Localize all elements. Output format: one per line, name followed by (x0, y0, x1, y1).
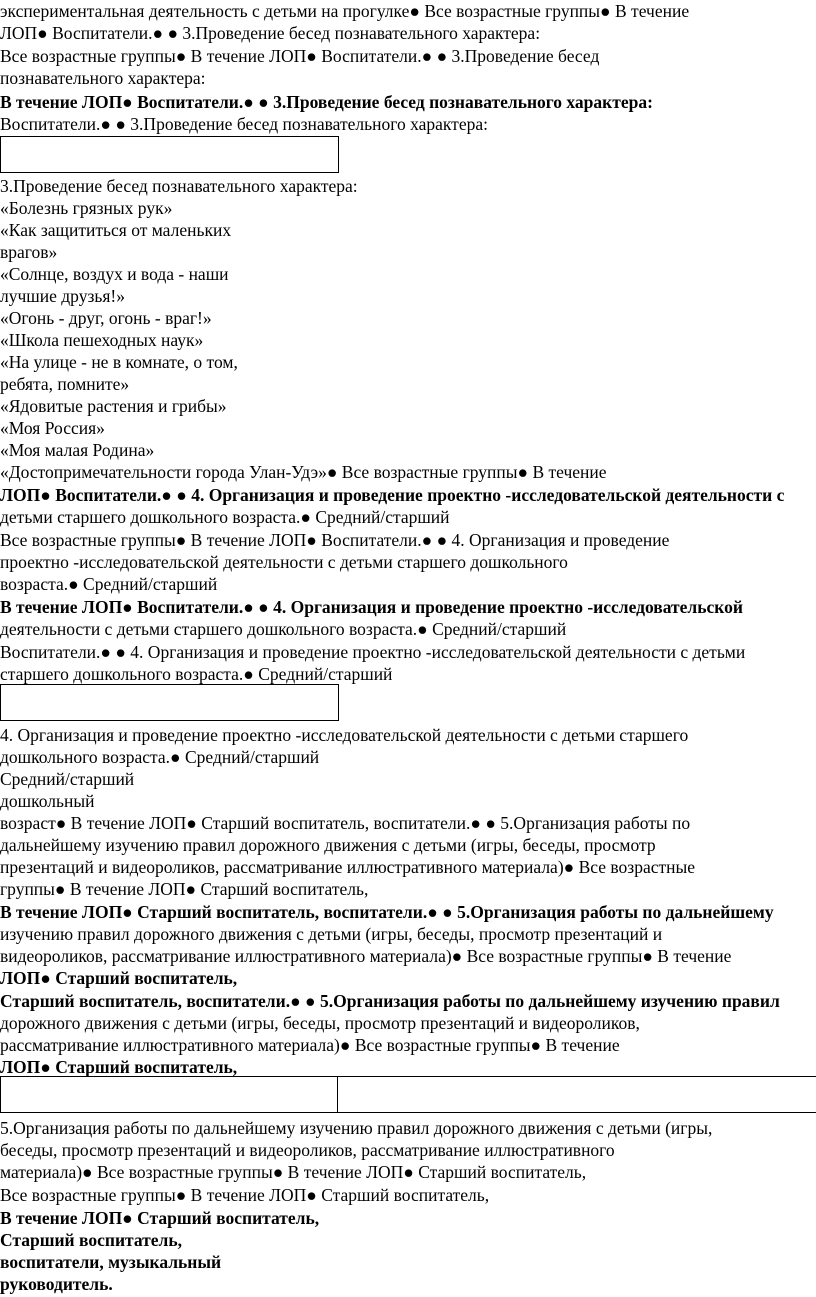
text-line: дошкольного возраста.● Средний/старший (0, 747, 320, 767)
text-line: Все возрастные группы● В течение ЛОП● Воспитатели.● ● 3.Проведение бесед (0, 46, 600, 66)
text-line: Все возрастные группы● В течение ЛОП● Старший воспитатель, (0, 1185, 490, 1205)
text-line: рассматривание иллюстративного материала)● Все возрастные группы● В течение (0, 1035, 620, 1055)
text-line: врагов» (0, 242, 58, 262)
text-line: презентаций и видеороликов, рассматривание иллюстративного материала)● Все возрастные (0, 857, 696, 877)
text-line: лучшие друзья!» (0, 286, 125, 306)
text-line: руководитель. (0, 1274, 113, 1294)
text-line: воспитатели, музыкальный (0, 1252, 222, 1272)
text-line: ЛОП● Воспитатели.● ● 3.Проведение бесед познавательного характера: (0, 23, 541, 43)
text-line: В течение ЛОП● Старший воспитатель, (0, 1208, 320, 1228)
text-line: дальнейшему изучению правил дорожного движения с детьми (игры, беседы, просмотр (0, 835, 656, 855)
text-line: старшего дошкольного возраста.● Средний/старший (0, 664, 393, 684)
text-line: «Ядовитые растения и грибы» (0, 396, 227, 416)
text-line: Старший воспитатель, воспитатели.● ● 5.Организация работы по дальнейшему изучению правил (0, 991, 780, 1011)
text-line: возраста.● Средний/старший (0, 574, 218, 594)
text-line: проектно -исследовательской деятельности с детьми старшего дошкольного (0, 552, 568, 572)
text-line: возраст● В течение ЛОП● Старший воспитатель, воспитатели.● ● 5.Организация работы по (0, 813, 691, 833)
text-line: Все возрастные группы● В течение ЛОП● Воспитатели.● ● 4. Организация и проведение (0, 530, 670, 550)
text-line: В течение ЛОП● Старший воспитатель, воспитатели.● ● 5.Организация работы по дальнейшему (0, 902, 774, 922)
table-cell-empty (0, 1076, 339, 1113)
text-line: материала)● Все возрастные группы● В течение ЛОП● Старший воспитатель, (0, 1162, 587, 1182)
text-line: ЛОП● Старший воспитатель, (0, 1057, 238, 1077)
text-line: 4. Организация и проведение проектно -исследовательской деятельности с детьми старшего (0, 725, 689, 745)
text-line: группы● В течение ЛОП● Старший воспитатель, (0, 879, 369, 899)
text-line: Средний/старший (0, 769, 135, 789)
text-line: ЛОП● Старший воспитатель, (0, 968, 238, 988)
text-line: «Моя Россия» (0, 418, 105, 438)
text-line: ребята, помните» (0, 374, 130, 394)
text-line: деятельности с детьми старшего дошкольного возраста.● Средний/старший (0, 619, 567, 639)
table-cell-empty (337, 1076, 816, 1113)
text-line: дошкольный (0, 791, 95, 811)
text-line: детьми старшего дошкольного возраста.● Средний/старший (0, 507, 450, 527)
text-line: В течение ЛОП● Воспитатели.● ● 4. Организация и проведение проектно -исследовательской (0, 597, 743, 617)
text-line: видеороликов, рассматривание иллюстративного материала)● Все возрастные группы● В течение (0, 946, 732, 966)
text-line: В течение ЛОП● Воспитатели.● ● 3.Проведение бесед познавательного характера: (0, 92, 653, 112)
text-line: дорожного движения с детьми (игры, беседы, просмотр презентаций и видеороликов, (0, 1013, 640, 1033)
text-line: экспериментальная деятельность с детьми на прогулке● Все возрастные группы● В течение (0, 1, 690, 21)
text-line: «Солнце, воздух и вода - наши (0, 264, 229, 284)
text-line: познавательного характера: (0, 68, 206, 88)
table-cell-empty (0, 684, 339, 721)
text-line: 5.Организация работы по дальнейшему изучению правил дорожного движения с детьми (игры, (0, 1118, 713, 1138)
text-line: «На улице - не в комнате, о том, (0, 352, 238, 372)
text-line: «Достопримечательности города Улан-Удэ»● Все возрастные группы● В течение (0, 462, 607, 482)
text-line: «Огонь - друг, огонь - враг!» (0, 308, 212, 328)
text-line: «Как защититься от маленьких (0, 220, 232, 240)
text-line: изучению правил дорожного движения с детьми (игры, беседы, просмотр презентаций и (0, 924, 663, 944)
text-line: «Школа пешеходных наук» (0, 330, 204, 350)
text-line: «Болезнь грязных рук» (0, 198, 173, 218)
text-line: «Моя малая Родина» (0, 440, 155, 460)
text-line: беседы, просмотр презентаций и видеороликов, рассматривание иллюстративного (0, 1140, 615, 1160)
text-line: ЛОП● Воспитатели.● ● 4. Организация и проведение проектно -исследовательской деятельности с (0, 485, 785, 505)
text-line: Воспитатели.● ● 4. Организация и проведение проектно -исследовательской деятельности с детьми (0, 642, 746, 662)
table-cell-empty (0, 136, 339, 173)
text-line: Воспитатели.● ● 3.Проведение бесед познавательного характера: (0, 114, 488, 134)
text-line: 3.Проведение бесед познавательного характера: (0, 176, 358, 196)
text-line: Старший воспитатель, (0, 1230, 182, 1250)
